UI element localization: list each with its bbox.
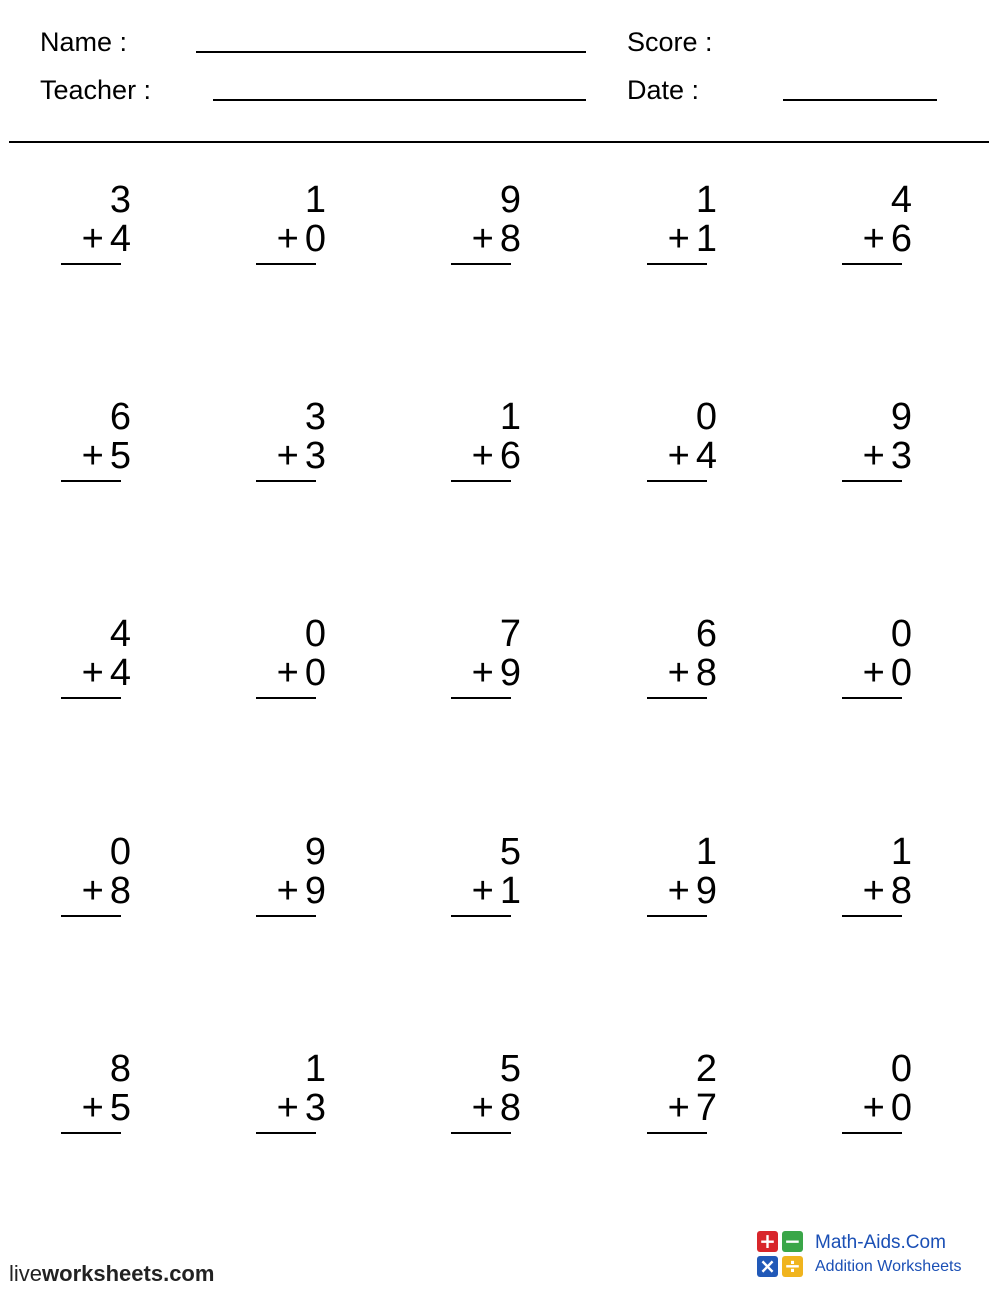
answer-rule[interactable] bbox=[647, 697, 707, 699]
addend-bottom-row bbox=[246, 219, 326, 259]
plus-operator: + bbox=[667, 652, 690, 694]
addend-top: 4 bbox=[890, 179, 912, 221]
problem-4-2 bbox=[246, 832, 326, 932]
problem-3-2 bbox=[246, 614, 326, 714]
answer-rule[interactable] bbox=[451, 480, 511, 482]
problem-2-4 bbox=[637, 397, 717, 497]
addend-top: 0 bbox=[890, 613, 912, 655]
problem-4-5 bbox=[832, 832, 912, 932]
problem-2-2 bbox=[246, 397, 326, 497]
answer-rule[interactable] bbox=[61, 915, 121, 917]
addend-bottom-row bbox=[637, 219, 717, 259]
brand-subtitle: Addition Worksheets bbox=[815, 1258, 962, 1275]
addend-bottom: 8 bbox=[890, 870, 912, 912]
problem-2-1 bbox=[51, 397, 131, 497]
plus-operator: + bbox=[276, 435, 299, 477]
logo-times-icon: × bbox=[757, 1256, 778, 1277]
addend-bottom-row bbox=[246, 653, 326, 693]
problem-3-1 bbox=[51, 614, 131, 714]
addend-bottom: 3 bbox=[890, 435, 912, 477]
addend-top: 0 bbox=[109, 831, 131, 873]
addend-bottom: 4 bbox=[109, 652, 131, 694]
brand-name: Math-Aids.Com bbox=[815, 1232, 946, 1253]
addend-top: 5 bbox=[499, 1048, 521, 1090]
logo-divide-icon: ÷ bbox=[782, 1256, 803, 1277]
plus-operator: + bbox=[471, 870, 494, 912]
answer-rule[interactable] bbox=[842, 697, 902, 699]
addend-bottom: 3 bbox=[304, 435, 326, 477]
plus-operator: + bbox=[81, 218, 104, 260]
addend-top: 9 bbox=[499, 179, 521, 221]
addend-top: 1 bbox=[499, 396, 521, 438]
addend-top: 1 bbox=[695, 179, 717, 221]
plus-operator: + bbox=[862, 870, 885, 912]
answer-rule[interactable] bbox=[451, 263, 511, 265]
problem-5-2 bbox=[246, 1049, 326, 1149]
addend-bottom: 9 bbox=[304, 870, 326, 912]
addend-top: 0 bbox=[304, 613, 326, 655]
addend-bottom-row bbox=[832, 436, 912, 476]
addend-top: 7 bbox=[499, 613, 521, 655]
addend-bottom-row bbox=[637, 653, 717, 693]
addend-top: 1 bbox=[304, 179, 326, 221]
problem-5-3 bbox=[441, 1049, 521, 1149]
addend-bottom-row bbox=[441, 219, 521, 259]
score-label: Score : bbox=[627, 27, 713, 57]
addend-bottom-row bbox=[441, 436, 521, 476]
date-label: Date : bbox=[627, 75, 700, 105]
teacher-label: Teacher : bbox=[40, 75, 152, 105]
answer-rule[interactable] bbox=[647, 1132, 707, 1134]
problem-5-4 bbox=[637, 1049, 717, 1149]
addend-bottom-row bbox=[832, 653, 912, 693]
answer-rule[interactable] bbox=[256, 697, 316, 699]
problem-5-5 bbox=[832, 1049, 912, 1149]
addend-bottom: 5 bbox=[109, 435, 131, 477]
addend-bottom-row bbox=[832, 871, 912, 911]
problem-4-3 bbox=[441, 832, 521, 932]
addend-bottom-row bbox=[51, 653, 131, 693]
problem-3-5 bbox=[832, 614, 912, 714]
addend-bottom-row bbox=[637, 871, 717, 911]
plus-operator: + bbox=[862, 652, 885, 694]
addend-top: 9 bbox=[890, 396, 912, 438]
addend-bottom: 4 bbox=[109, 218, 131, 260]
answer-rule[interactable] bbox=[842, 263, 902, 265]
addend-bottom: 3 bbox=[304, 1087, 326, 1129]
plus-operator: + bbox=[81, 870, 104, 912]
addend-top: 8 bbox=[109, 1048, 131, 1090]
addend-bottom-row bbox=[51, 1088, 131, 1128]
addend-bottom-row bbox=[832, 219, 912, 259]
addend-bottom: 6 bbox=[890, 218, 912, 260]
problem-1-2 bbox=[246, 180, 326, 280]
math-aids-logo-icon bbox=[757, 1231, 805, 1279]
answer-rule[interactable] bbox=[842, 1132, 902, 1134]
plus-operator: + bbox=[471, 218, 494, 260]
plus-operator: + bbox=[81, 652, 104, 694]
plus-operator: + bbox=[471, 652, 494, 694]
plus-operator: + bbox=[667, 435, 690, 477]
problem-5-1 bbox=[51, 1049, 131, 1149]
problem-2-5 bbox=[832, 397, 912, 497]
addend-top: 6 bbox=[109, 396, 131, 438]
addend-bottom: 0 bbox=[304, 652, 326, 694]
addend-bottom-row bbox=[441, 1088, 521, 1128]
plus-operator: + bbox=[862, 218, 885, 260]
addend-bottom: 4 bbox=[695, 435, 717, 477]
addend-top: 1 bbox=[304, 1048, 326, 1090]
plus-operator: + bbox=[667, 870, 690, 912]
addend-bottom-row bbox=[51, 436, 131, 476]
addend-top: 4 bbox=[109, 613, 131, 655]
answer-rule[interactable] bbox=[256, 480, 316, 482]
addend-top: 3 bbox=[109, 179, 131, 221]
answer-rule[interactable] bbox=[61, 1132, 121, 1134]
answer-rule[interactable] bbox=[647, 263, 707, 265]
problem-4-4 bbox=[637, 832, 717, 932]
answer-rule[interactable] bbox=[451, 697, 511, 699]
addend-bottom-row bbox=[637, 436, 717, 476]
addend-bottom: 1 bbox=[499, 870, 521, 912]
addend-bottom: 8 bbox=[695, 652, 717, 694]
addend-top: 9 bbox=[304, 831, 326, 873]
plus-operator: + bbox=[471, 1087, 494, 1129]
addend-bottom: 9 bbox=[695, 870, 717, 912]
addend-bottom: 7 bbox=[695, 1087, 717, 1129]
addend-bottom-row bbox=[51, 219, 131, 259]
addend-bottom-row bbox=[832, 1088, 912, 1128]
answer-rule[interactable] bbox=[842, 915, 902, 917]
addend-bottom-row bbox=[637, 1088, 717, 1128]
problem-1-3 bbox=[441, 180, 521, 280]
addend-bottom-row bbox=[246, 871, 326, 911]
plus-operator: + bbox=[81, 1087, 104, 1129]
site-suffix: .com bbox=[163, 1261, 215, 1286]
addend-top: 6 bbox=[695, 613, 717, 655]
name-label: Name : bbox=[40, 27, 128, 57]
plus-operator: + bbox=[862, 1087, 885, 1129]
addend-bottom: 8 bbox=[499, 1087, 521, 1129]
addend-bottom: 5 bbox=[109, 1087, 131, 1129]
logo-minus-icon: − bbox=[782, 1231, 803, 1252]
site-bold: worksheets bbox=[42, 1261, 164, 1286]
plus-operator: + bbox=[667, 218, 690, 260]
problem-1-4 bbox=[637, 180, 717, 280]
addend-top: 1 bbox=[890, 831, 912, 873]
answer-rule[interactable] bbox=[256, 1132, 316, 1134]
addend-bottom: 1 bbox=[695, 218, 717, 260]
addend-bottom: 6 bbox=[499, 435, 521, 477]
logo-plus-icon: + bbox=[757, 1231, 778, 1252]
addend-bottom: 0 bbox=[890, 652, 912, 694]
plus-operator: + bbox=[667, 1087, 690, 1129]
answer-rule[interactable] bbox=[256, 263, 316, 265]
liveworksheets-brand bbox=[9, 1261, 214, 1287]
site-prefix: live bbox=[9, 1261, 43, 1286]
plus-operator: + bbox=[81, 435, 104, 477]
problem-3-3 bbox=[441, 614, 521, 714]
addend-top: 1 bbox=[695, 831, 717, 873]
plus-operator: + bbox=[276, 218, 299, 260]
addend-bottom-row bbox=[441, 871, 521, 911]
plus-operator: + bbox=[862, 435, 885, 477]
plus-operator: + bbox=[276, 1087, 299, 1129]
plus-operator: + bbox=[276, 652, 299, 694]
problem-4-1 bbox=[51, 832, 131, 932]
answer-rule[interactable] bbox=[61, 480, 121, 482]
answer-rule[interactable] bbox=[61, 697, 121, 699]
problem-1-5 bbox=[832, 180, 912, 280]
problem-2-3 bbox=[441, 397, 521, 497]
answer-rule[interactable] bbox=[647, 480, 707, 482]
answer-rule[interactable] bbox=[451, 1132, 511, 1134]
addend-top: 0 bbox=[890, 1048, 912, 1090]
answer-rule[interactable] bbox=[61, 263, 121, 265]
addend-bottom-row bbox=[51, 871, 131, 911]
problem-3-4 bbox=[637, 614, 717, 714]
plus-operator: + bbox=[471, 435, 494, 477]
addend-top: 5 bbox=[499, 831, 521, 873]
addend-top: 2 bbox=[695, 1048, 717, 1090]
addend-bottom: 9 bbox=[499, 652, 521, 694]
addend-bottom: 8 bbox=[109, 870, 131, 912]
answer-rule[interactable] bbox=[256, 915, 316, 917]
addend-top: 3 bbox=[304, 396, 326, 438]
plus-operator: + bbox=[276, 870, 299, 912]
problem-1-1 bbox=[51, 180, 131, 280]
addend-bottom: 0 bbox=[304, 218, 326, 260]
addend-bottom: 0 bbox=[890, 1087, 912, 1129]
answer-rule[interactable] bbox=[451, 915, 511, 917]
answer-rule[interactable] bbox=[842, 480, 902, 482]
addend-bottom: 8 bbox=[499, 218, 521, 260]
addend-bottom-row bbox=[246, 1088, 326, 1128]
answer-rule[interactable] bbox=[647, 915, 707, 917]
addend-top: 0 bbox=[695, 396, 717, 438]
addend-bottom-row bbox=[441, 653, 521, 693]
addend-bottom-row bbox=[246, 436, 326, 476]
